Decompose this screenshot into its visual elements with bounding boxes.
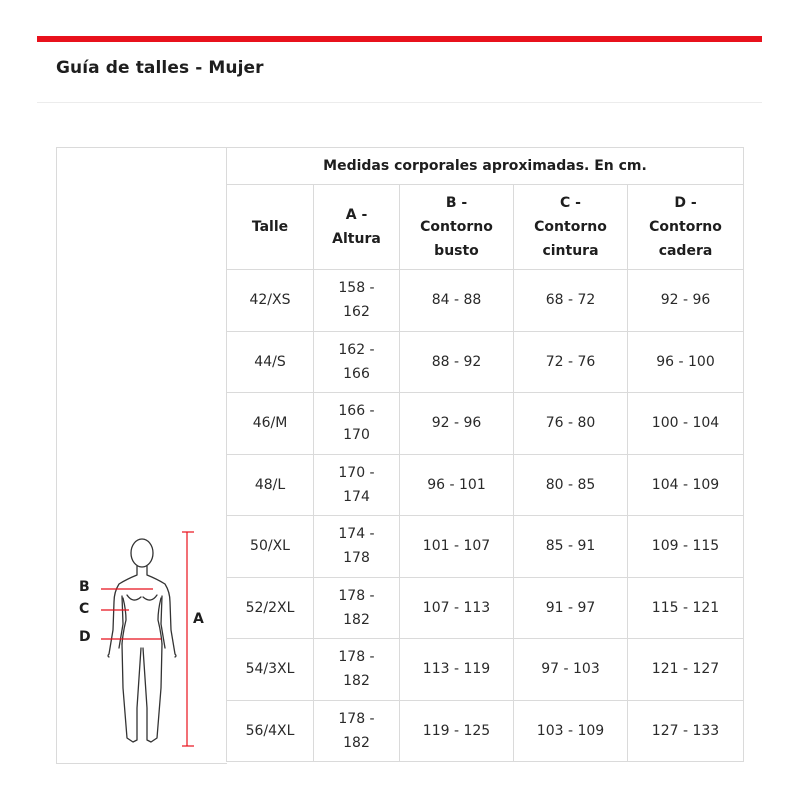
header-size: Talle [227,185,314,270]
cell-size: 52/2XL [227,577,314,639]
cell-bust: 88 - 92 [400,331,514,393]
cell-bust: 107 - 113 [400,577,514,639]
cell-waist: 72 - 76 [514,331,628,393]
cell-height: 170 - 174 [314,454,400,516]
cell-size: 44/S [227,331,314,393]
cell-hip: 104 - 109 [628,454,744,516]
header-bust: B - Contorno busto [400,185,514,270]
cell-bust: 113 - 119 [400,639,514,701]
accent-top-bar [37,36,762,42]
table-row [227,700,744,762]
header-hip: D - Contorno cadera [628,185,744,270]
cell-size: 42/XS [227,270,314,332]
cell-height: 162 - 166 [314,331,400,393]
header-divider [37,102,762,103]
label-d: D [79,629,91,645]
cell-waist: 80 - 85 [514,454,628,516]
label-a: A [193,611,204,627]
cell-hip: 100 - 104 [628,393,744,455]
cell-waist: 97 - 103 [514,639,628,701]
cell-bust: 92 - 96 [400,393,514,455]
cell-size: 46/M [227,393,314,455]
cell-waist: 68 - 72 [514,270,628,332]
cell-bust: 119 - 125 [400,700,514,762]
cell-size: 54/3XL [227,639,314,701]
cell-height: 178 - 182 [314,639,400,701]
cell-height: 174 - 178 [314,516,400,578]
table-row [227,639,744,701]
cell-hip: 121 - 127 [628,639,744,701]
page-title: Guía de talles - Mujer [56,58,264,78]
cell-waist: 103 - 109 [514,700,628,762]
cell-hip: 109 - 115 [628,516,744,578]
table-row [227,331,744,393]
cell-hip: 96 - 100 [628,331,744,393]
cell-height: 178 - 182 [314,700,400,762]
label-b: B [79,579,90,595]
cell-bust: 96 - 101 [400,454,514,516]
table-row [227,577,744,639]
cell-waist: 76 - 80 [514,393,628,455]
cell-height: 178 - 182 [314,577,400,639]
cell-waist: 85 - 91 [514,516,628,578]
table-row [227,393,744,455]
cell-size: 48/L [227,454,314,516]
cell-hip: 127 - 133 [628,700,744,762]
table-row [227,270,744,332]
cell-hip: 92 - 96 [628,270,744,332]
cell-size: 50/XL [227,516,314,578]
cell-bust: 84 - 88 [400,270,514,332]
header-waist: C - Contorno cintura [514,185,628,270]
size-table [226,147,744,762]
body-figure-cell [56,147,227,764]
label-c: C [79,601,90,617]
table-row [227,516,744,578]
cell-waist: 91 - 97 [514,577,628,639]
cell-bust: 101 - 107 [400,516,514,578]
cell-size: 56/4XL [227,700,314,762]
table-row [227,454,744,516]
cell-hip: 115 - 121 [628,577,744,639]
table-caption: Medidas corporales aproximadas. En cm. [227,148,744,185]
cell-height: 158 - 162 [314,270,400,332]
header-height: A - Altura [314,185,400,270]
cell-height: 166 - 170 [314,393,400,455]
woman-body-outline-icon [57,148,228,765]
